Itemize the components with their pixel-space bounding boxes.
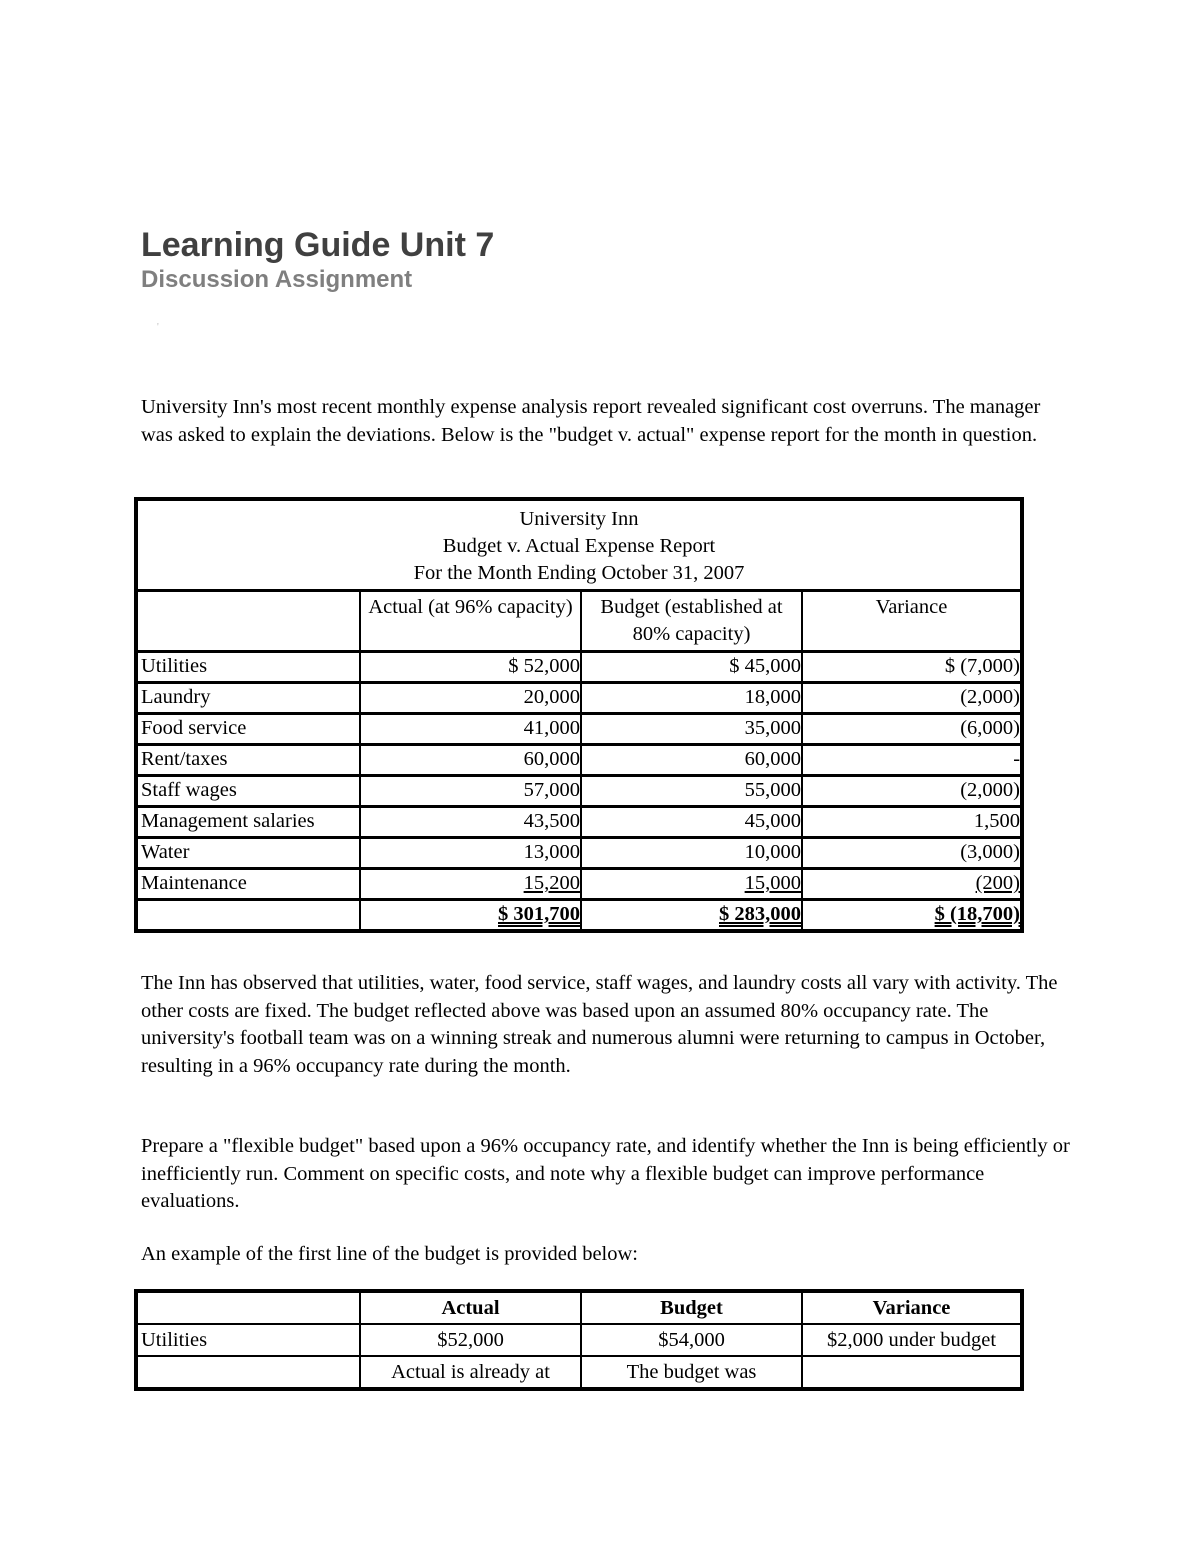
variance-cell: (6,000) bbox=[802, 714, 1022, 745]
intro-paragraph: University Inn's most recent monthly expense analysis report revealed significant cost overruns. The manager was asked to explain the deviations. Below is the "budget v. actual" expense report for the month in question. bbox=[141, 396, 1041, 446]
variance-cell: - bbox=[802, 745, 1022, 776]
totals-row bbox=[136, 900, 1022, 932]
row-label: Food service bbox=[136, 714, 360, 745]
report-heading-row bbox=[136, 499, 1022, 591]
variance-cell bbox=[802, 1356, 1022, 1389]
example-header-budget: Budget bbox=[581, 1291, 802, 1324]
example-header-row bbox=[136, 1291, 1022, 1324]
actual-cell: 20,000 bbox=[360, 683, 581, 714]
column-header-budget: Budget (established at 80% capacity) bbox=[581, 591, 802, 652]
budget-cell: 55,000 bbox=[581, 776, 802, 807]
total-actual: $ 301,700 bbox=[498, 903, 580, 925]
variance-cell: (2,000) bbox=[802, 776, 1022, 807]
variance-cell: $ (7,000) bbox=[802, 652, 1022, 683]
actual-cell: Actual is already at bbox=[360, 1356, 581, 1389]
actual-cell: 57,000 bbox=[360, 776, 581, 807]
row-label: Utilities bbox=[136, 1324, 360, 1356]
row-label: Management salaries bbox=[136, 807, 360, 838]
column-header-variance: Variance bbox=[802, 591, 1022, 652]
row-label: Maintenance bbox=[136, 869, 360, 900]
column-header-empty bbox=[136, 591, 360, 652]
row-label: Rent/taxes bbox=[136, 745, 360, 776]
budget-cell: 18,000 bbox=[581, 683, 802, 714]
table-row bbox=[136, 683, 1022, 714]
total-actual-cell bbox=[360, 900, 581, 932]
actual-cell: 43,500 bbox=[360, 807, 581, 838]
variance-cell: $2,000 under budget bbox=[802, 1324, 1022, 1356]
page-title: Learning Guide Unit 7 bbox=[141, 226, 495, 264]
example-intro-paragraph: An example of the first line of the budget is provided below: bbox=[141, 1243, 639, 1265]
actual-cell: $ 52,000 bbox=[360, 652, 581, 683]
row-label: Water bbox=[136, 838, 360, 869]
variance-cell: 1,500 bbox=[802, 807, 1022, 838]
budget-cell: 35,000 bbox=[581, 714, 802, 745]
row-label: Laundry bbox=[136, 683, 360, 714]
table-row bbox=[136, 1356, 1022, 1389]
report-heading-line: Budget v. Actual Expense Report bbox=[442, 535, 716, 557]
variance-value: (200) bbox=[975, 872, 1021, 894]
actual-cell: 60,000 bbox=[360, 745, 581, 776]
table-row bbox=[136, 714, 1022, 745]
variance-cell bbox=[802, 869, 1022, 900]
total-variance-cell bbox=[802, 900, 1022, 932]
column-header-actual: Actual (at 96% capacity) bbox=[360, 591, 581, 652]
budget-value: 15,000 bbox=[744, 872, 801, 894]
total-variance: $ (18,700) bbox=[934, 903, 1021, 925]
report-heading-line: University Inn bbox=[519, 508, 639, 530]
margin-mark: ' bbox=[157, 322, 159, 333]
report-heading-line: For the Month Ending October 31, 2007 bbox=[413, 562, 745, 584]
report-column-header-row bbox=[136, 591, 1022, 652]
context-paragraph: The Inn has observed that utilities, water, food service, staff wages, and laundry costs all vary with activity. The other costs are fixed. The budget reflected above was based upon an assumed 80% occupancy rate. The university's football team was on a winning streak and numerous alumni were returning to campus in October, resulting in a 96% occupancy rate during the month. bbox=[141, 972, 1058, 1077]
row-label bbox=[136, 1356, 360, 1389]
actual-cell: $52,000 bbox=[360, 1324, 581, 1356]
expense-report-table bbox=[134, 497, 1024, 933]
budget-cell: $54,000 bbox=[581, 1324, 802, 1356]
budget-cell: 10,000 bbox=[581, 838, 802, 869]
variance-cell: (3,000) bbox=[802, 838, 1022, 869]
example-header-variance: Variance bbox=[802, 1291, 1022, 1324]
budget-cell: 45,000 bbox=[581, 807, 802, 838]
example-header-empty bbox=[136, 1291, 360, 1324]
table-row bbox=[136, 776, 1022, 807]
row-label: Utilities bbox=[136, 652, 360, 683]
table-row bbox=[136, 869, 1022, 900]
budget-cell: 60,000 bbox=[581, 745, 802, 776]
budget-cell: $ 45,000 bbox=[581, 652, 802, 683]
table-row bbox=[136, 807, 1022, 838]
total-budget-cell bbox=[581, 900, 802, 932]
actual-cell bbox=[360, 869, 581, 900]
page-subtitle: Discussion Assignment bbox=[141, 266, 413, 293]
report-heading bbox=[136, 499, 1022, 591]
table-row bbox=[136, 838, 1022, 869]
example-header-actual: Actual bbox=[360, 1291, 581, 1324]
actual-cell: 13,000 bbox=[360, 838, 581, 869]
table-row bbox=[136, 1324, 1022, 1356]
example-budget-table bbox=[134, 1289, 1024, 1391]
table-row bbox=[136, 745, 1022, 776]
variance-cell: (2,000) bbox=[802, 683, 1022, 714]
instructions-paragraph: Prepare a "flexible budget" based upon a 96% occupancy rate, and identify whether the Inn is being efficiently or inefficiently run. Comment on specific costs, and note why a flexible budget can improve performance evaluations. bbox=[141, 1135, 1070, 1212]
budget-cell bbox=[581, 869, 802, 900]
actual-cell: 41,000 bbox=[360, 714, 581, 745]
totals-label bbox=[136, 900, 360, 932]
total-budget: $ 283,000 bbox=[719, 903, 801, 925]
row-label: Staff wages bbox=[136, 776, 360, 807]
table-row bbox=[136, 652, 1022, 683]
budget-cell: The budget was bbox=[581, 1356, 802, 1389]
actual-value: 15,200 bbox=[523, 872, 580, 894]
